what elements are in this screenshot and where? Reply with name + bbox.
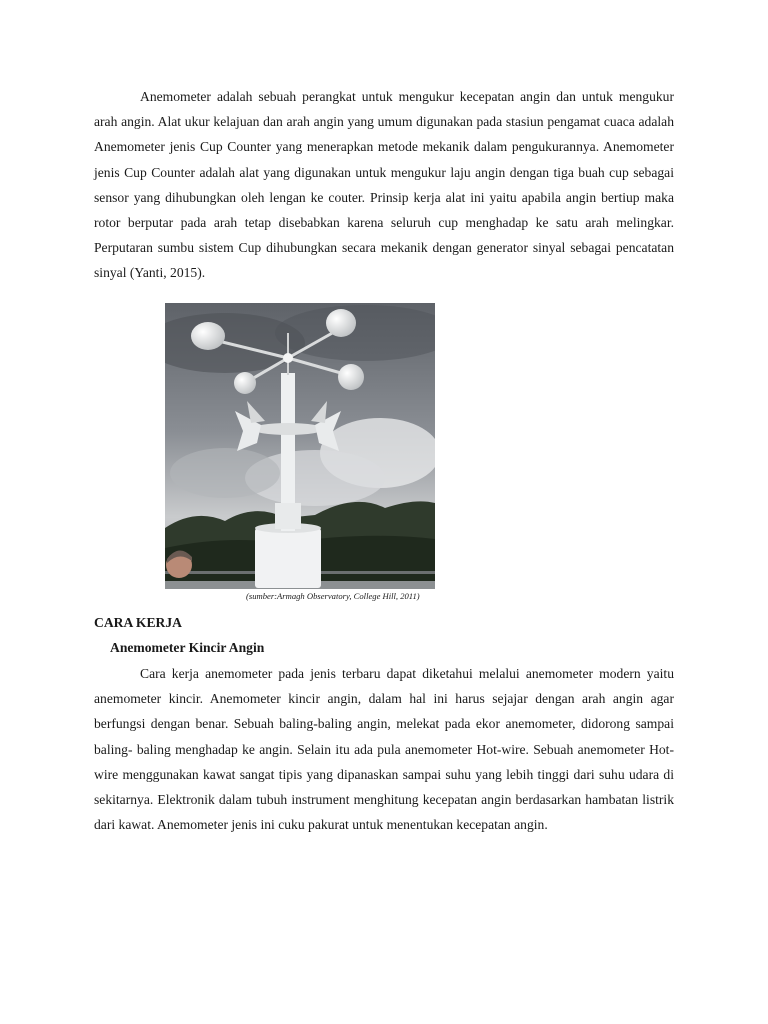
intro-paragraph: Anemometer adalah sebuah perangkat untuk mengukur kecepatan angin dan untuk mengukur arah angin. Alat ukur kelajuan dan arah angin yang umum digunakan pada stasiun pengamat cuaca adalah Anemometer jenis Cup Counter yang menerapkan metode mekanik dalam pengukurannya. Anemometer jenis Cup Counter adalah alat yang digunakan untuk mengukur laju angin dengan tiga buah cup sebagai sensor yang dihubungkan oleh lengan ke couter. Prinsip kerja alat ini yaitu apabila angin bertiup maka rotor berputar pada arah tetap disebabkan karena seluruh cup menghadap ke satu arah melingkar. Perputaran sumbu sistem Cup dihubungkan secara mekanik dengan generator sinyal sebagai pencatatan sinyal (Yanti, 2015). [94, 89, 674, 281]
section-heading: CARA KERJA [94, 615, 182, 630]
body-paragraph: Cara kerja anemometer pada jenis terbaru dapat diketahui melalui anemometer modern yaitu anemometer kincir. Anemometer kincir angin, dalam hal ini harus sejajar dengan arah angin agar berfungsi dengan benar. Sebuah baling-baling angin, melekat pada ekor anemometer, didorong sampai baling- baling menghadap ke angin. Selain itu ada pula anemometer Hot-wire. Sebuah anemometer Hot-wire menggunakan kawat sangat tipis yang dipanaskan sampai suhu yang lebih tinggi dari suhu udara di sekitarnya. Elektronik dalam tubuh instrument menghitung kecepatan angin berdasarkan hambatan listrik dari kawat. Anemometer jenis ini cuku pakurat untuk menentukan kecepatan angin. [94, 666, 674, 833]
anemometer-photo [165, 303, 435, 589]
figure-caption: (sumber:Armagh Observatory, College Hill, 2011) [246, 591, 420, 601]
subsection-heading: Anemometer Kincir Angin [110, 640, 265, 655]
